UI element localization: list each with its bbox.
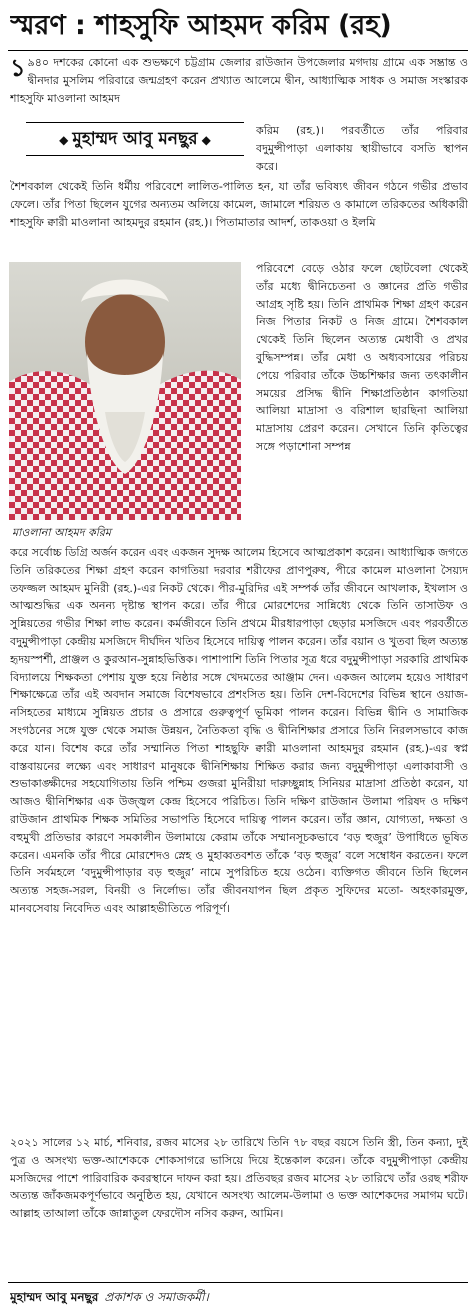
dropcap: ১ xyxy=(10,54,26,82)
author-footer xyxy=(10,1286,470,1308)
death-paragraph: ২০২১ সালের ১২ মার্চ, শনিবার, রজব মাসের ২৮ তারিখে তিনি ৭৮ বছর বয়সে তিনি স্ত্রী, তিন কন্যা, দুই পুত্র ও অসংখ্য ভক্ত-আশেককে শোকসাগরে ভাসিয়ে দিয়ে ইন্তেকাল করেন। তাঁকে বদুমুন্সীপাড়া কেন্দ্রীয় মসজিদের পাশে পারিবারিক কবরস্থানে দাফন করা হয়। প্রতিবছর রজব মাসের ২৮ তারিখে তাঁর ওরছ শরীফ অত্যন্ত জাঁকজমকপূর্ণভাবে অনুষ্ঠিত হয়, যেখানে অসংখ্য আলেম-উলামা ও ভক্ত আশেকদের সমাগম ঘটে। আল্লাহ তাআলা তাঁকে জান্নাতুল ফেরদৌস নসিব করুন, আমিন। xyxy=(10,1136,468,1221)
right-column-paragraph: পরিবেশে বেড়ে ওঠার ফলে ছোটবেলা থেকেই তাঁর মধ্যে দ্বীনিচেতনা ও জ্ঞানের প্রতি গভীর আগ্রহ সৃষ্টি হয়। তিনি প্রাথমিক শিক্ষা গ্রহণ করেন নিজ পিতার নিকট ও নিজ গ্রামে। শৈশবকাল থেকেই তিনি ছিলেন অত্যন্ত মেধাবী ও প্রখর বুদ্ধিসম্পন্ন। তাঁর মেধা ও অধ্যবসায়ের পরিচয় পেয়ে পরিবার তাঁকে উচ্চশিক্ষার জন্য তৎকালীন সময়ের প্রসিদ্ধ দ্বীনি শিক্ষাপ্রতিষ্ঠান কাগতিয়া আলিয়া মাদ্রাসা ও বরিশাল ছারছিনা আলিয়া মাদ্রাসায় প্রেরণ করেন। সেখানে তিনি কৃতিত্বের সঙ্গে পড়াশোনা সম্পন্ন xyxy=(256,262,468,453)
portrait-image xyxy=(9,262,241,520)
diamond-icon: ◆ xyxy=(59,133,69,147)
footer-rule xyxy=(8,1282,468,1283)
photo-caption: মাওলানা আহমদ করিম xyxy=(12,526,112,539)
main-paragraph: করে সর্বোচ্চ ডিগ্রি অর্জন করেন এবং একজন সুদক্ষ আলেম হিসেবে আত্মপ্রকাশ করেন। আধ্যাত্মিক জগতে তিনি তরিকতের শিক্ষা গ্রহণ করেন কাগতিয়া দরবার শরীফের প্রাণপুরুষ, পীরে কামেল মাওলানা সৈয়্যদ তফজ্জল আহমদ মুনিরী (রহ.)-এর নিকট থেকে। পীর-মুরিদির এই সম্পর্ক তাঁর জীবনে আখলাক, ইখলাস ও আত্মশুদ্ধির এক অনন্য দৃষ্টান্ত স্থাপন করে। তাঁর পীরে মোরশেদের সান্নিধ্যে থেকে তিনি তাসাউফ ও সুন্নিয়তের গভীর শিক্ষা লাভ করেন। কর্মজীবনে তিনি প্রথমে মীরধারপাড়া ছেড়ার মসজিদে এবং পরবর্তীতে বদুমুন্সীপাড়া কেন্দ্রীয় মসজিদে দীর্ঘদিন খতিব হিসেবে দায়িত্ব পালন করেন। তাঁর বয়ান ও খুতবা ছিল অত্যন্ত হৃদয়স্পর্শী, প্রাঞ্জল ও কুরআন-সুন্নাহভিত্তিক। পাশাপাশি তিনি পিতার সূত্র ধরে বদুমুন্সীপাড়া সরকারি প্রাথমিক বিদ্যালয়ে শিক্ষকতা পেশায় যুক্ত হয়ে নিষ্ঠার সঙ্গে খেদমতের আঞ্জাম দেন। একজন আলেম হয়েও সাধারণ শিক্ষাক্ষেত্রে তাঁর এই অবদান সমাজে বিশেষভাবে প্রশংসিত হয়। তিনি দেশ-বিদেশের বিভিন্ন স্থানে ওয়াজ-নসিহতের মাধ্যমে সুন্নিয়ত প্রচার ও প্রসারে গুরুত্বপূর্ণ ভূমিকা পালন করেন। বিভিন্ন দ্বীনি ও সামাজিক সংগঠনের সঙ্গে যুক্ত থেকে সমাজ উন্নয়ন, নৈতিকতা বৃদ্ধি ও দ্বীনিশিক্ষার প্রসারে তিনি নিরলসভাবে কাজ করে যান। বিশেষ করে তাঁর সম্মানিত পিতা শাহছুফি ক্বারী মাওলানা আহমদুর রহমান (রহ.)-এর স্বপ্ন বাস্তবায়নের লক্ষ্যে এবং সাধারণ মানুষকে দ্বীনিশিক্ষায় শিক্ষিত করার জন্য বদুমুন্সীপাড়া এলাকাবাসী ও শুভাকাঙ্ক্ষীদের সহযোগিতায় তিনি পশ্চিম গুজরা মুনিরীয়া দারুচ্ছুন্নাহ সিনিয়র মাদ্রাসা প্রতিষ্ঠা করেন, যা আজও দ্বীনিশিক্ষার এক উজ্জ্বল কেন্দ্র হিসেবে পরিচিত। তিনি দক্ষিণ রাউজান উলামা পরিষদ ও দক্ষিণ রাউজান প্রাথমিক শিক্ষক সমিতির সভাপতি হিসেবে দায়িত্ব পালন করেন। তাঁর জ্ঞান, যোগ্যতা, দক্ষতা ও বহুমুখী প্রতিভার কারণে সমকালীন উলামায়ে কেরাম তাঁকে সম্মানসূচকভাবে ‘বড় হুজুর’ উপাধিতে ভূষিত করেন। এমনকি তাঁর পীরে মোরশেদও স্নেহ ও মুহাব্বতবশত তাঁকে ‘বড় হুজুর’ বলে সম্বোধন করতেন। ফলে তিনি সর্বমহলে ‘বদুমুন্সীপাড়ার বড় হুজুর’ নামে সুপরিচিত হয়ে ওঠেন। ব্যক্তিগত জীবনে তিনি ছিলেন অত্যন্ত সহজ-সরল, বিনয়ী ও নির্লোভ। তাঁর জীবনযাপন ছিল প্রকৃত সুফিদের মতো- অহংকারমুক্ত, মানবসেবায় নিবেদিত এবং আল্লাহভীতিতে পরিপূর্ণ। xyxy=(10,546,468,915)
intro-right-paragraph: করিম (রহ.)। পরবর্তীতে তাঁর পরিবার বদুমুন্সীপাড়া এলাকায় স্থায়ীভাবে বসতি স্থাপন করে। xyxy=(256,124,468,173)
byline-name: মুহাম্মদ আবু মনছুর xyxy=(72,129,198,149)
headline-rule xyxy=(8,50,468,51)
intro-paragraph xyxy=(10,54,468,120)
byline xyxy=(26,122,244,156)
footer-author: মুহাম্মদ আবু মনছুর xyxy=(10,1290,99,1304)
portrait-photo xyxy=(9,262,241,520)
intro-text: ৯৪০ দশকের কোনো এক শুভক্ষণে চট্টগ্রাম জেলার রাউজান উপজেলার মগদায় গ্রামে এক সম্ভ্রান্ত ও দ্বীনদার মুসলিম পরিবারে জন্মগ্রহণ করেন প্রখ্যাত আলেমে দ্বীন, আধ্যাত্মিক সাধক ও সমাজ সংস্কারক শাহসুফি মাওলানা আহমদ xyxy=(10,56,468,105)
childhood-paragraph: শৈশবকাল থেকেই তিনি ধর্মীয় পরিবেশে লালিত-পালিত হন, যা তাঁর ভবিষ্যৎ জীবন গঠনে গভীর প্রভাব ফেলে। তাঁর পিতা ছিলেন যুগের অন্যতম অলিয়ে কামেল, জামালে শরিয়ত ও কামালে তরিকতের অধিকারী শাহসুফি ক্বারী মাওলানা আহমদুর রহমান (রহ.)। পিতামাতার আদর্শ, তাকওয়া ও ইলমি xyxy=(10,180,468,229)
article-headline: স্মরণ : শাহসুফি আহমদ করিম (রহ) xyxy=(10,10,392,41)
diamond-icon: ◆ xyxy=(201,133,211,147)
footer-role: প্রকাশক ও সমাজকর্মী। xyxy=(104,1290,209,1304)
